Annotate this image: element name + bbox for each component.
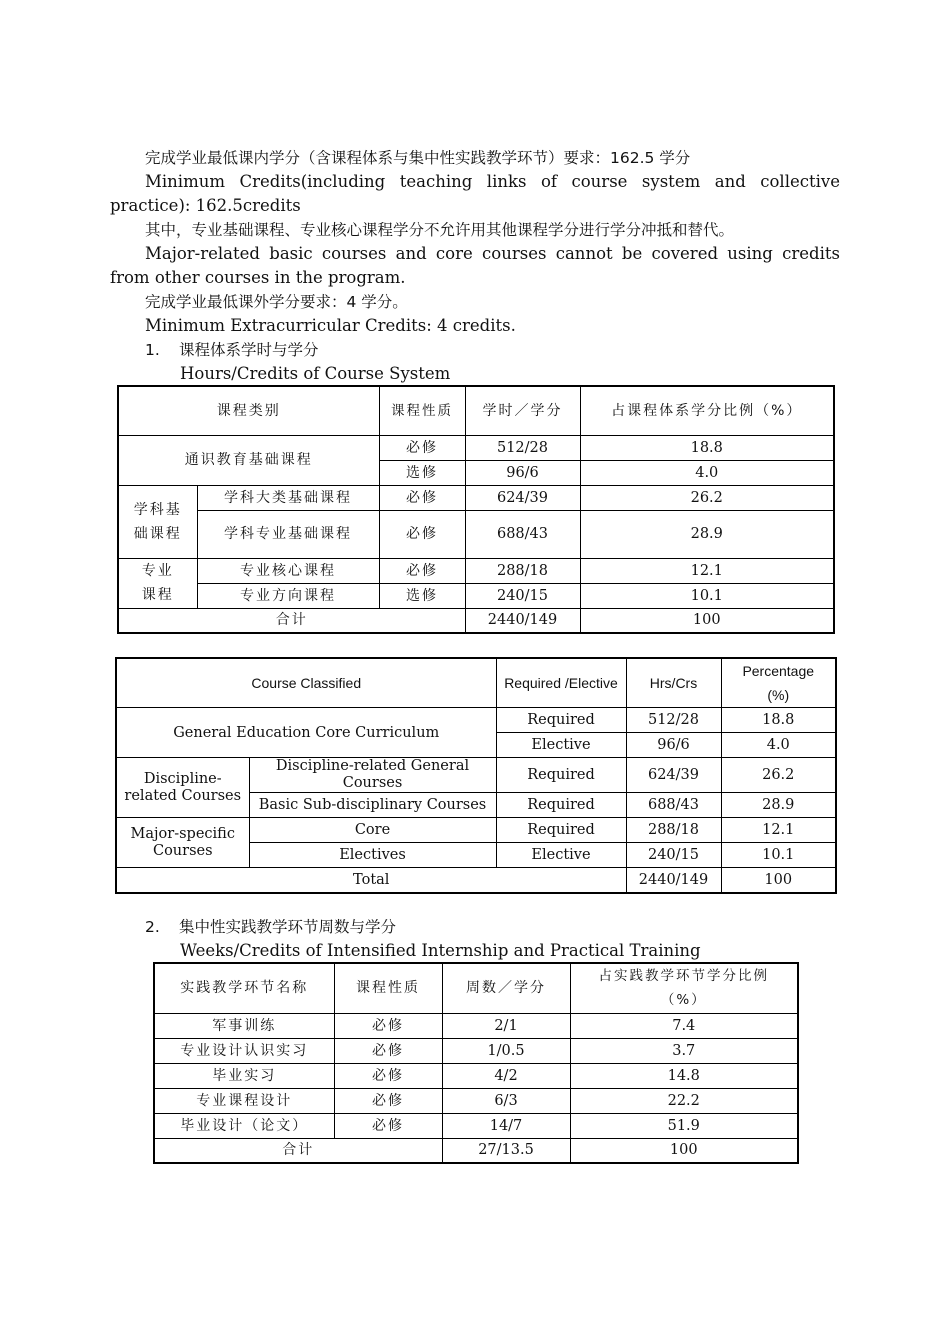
table-row: [118, 435, 834, 460]
total-label: 合计: [154, 1138, 442, 1163]
total-hours: 2440/149: [626, 868, 721, 893]
cell-hours: 512/28: [626, 708, 721, 733]
cell-hours: 96/6: [465, 460, 580, 485]
header-practice-name: 实践教学环节名称: [154, 963, 334, 1013]
course-system-table-en: [115, 657, 837, 894]
cell-nature: 必修: [379, 435, 465, 460]
cell-hours: 240/15: [626, 843, 721, 868]
cell-nature: 必修: [379, 485, 465, 510]
table-row: [118, 583, 834, 608]
cell-percentage: 3.7: [570, 1038, 798, 1063]
major-group-label: 专业课程: [118, 558, 197, 608]
cell-percentage: 4.0: [721, 733, 836, 758]
cell-course-name: 专业核心课程: [197, 558, 379, 583]
practice-table: [153, 962, 799, 1164]
cell-percentage: 51.9: [570, 1113, 798, 1138]
cell-percentage: 18.8: [721, 708, 836, 733]
table-row: [154, 1038, 798, 1063]
cell-practice-name: 专业课程设计: [154, 1088, 334, 1113]
discipline-group-label: Discipline-related Courses: [116, 758, 249, 818]
cell-percentage: 26.2: [721, 758, 836, 793]
cell-practice-name: 专业设计认识实习: [154, 1038, 334, 1063]
total-weeks: 27/13.5: [442, 1138, 570, 1163]
cell-percentage: 12.1: [721, 818, 836, 843]
extra-credits-en: Minimum Extracurricular Credits: 4 credits.: [145, 316, 516, 335]
table-row: [154, 1088, 798, 1113]
total-percentage: 100: [570, 1138, 798, 1163]
total-hours: 2440/149: [465, 608, 580, 633]
section1-number: 1.: [145, 341, 160, 359]
cell-nature: 必修: [379, 510, 465, 558]
major-group-label: Major-specific Courses: [116, 818, 249, 868]
table-row: [116, 818, 836, 843]
header-hrs-crs: Hrs/Crs: [626, 658, 721, 708]
extra-credits-cn: 完成学业最低课外学分要求：4 学分。: [145, 293, 408, 311]
table-row: [118, 485, 834, 510]
total-label: 合计: [118, 608, 465, 633]
cell-hours: 688/43: [465, 510, 580, 558]
cell-nature: 选修: [379, 460, 465, 485]
note-en-line1: Major-related basic courses and core courses cannot be covered using credits: [145, 244, 840, 263]
header-nature: 课程性质: [334, 963, 442, 1013]
total-row: [118, 608, 834, 633]
general-education-label: 通识教育基础课程: [118, 435, 379, 485]
course-system-table-cn: [117, 385, 835, 634]
cell-practice-name: 军事训练: [154, 1013, 334, 1038]
cell-nature: Elective: [496, 843, 626, 868]
cell-course-name: Electives: [249, 843, 496, 868]
total-row: [154, 1138, 798, 1163]
cell-percentage: 22.2: [570, 1088, 798, 1113]
cell-hours: 624/39: [626, 758, 721, 793]
cell-percentage: 4.0: [580, 460, 834, 485]
section1-heading-cn: [145, 338, 840, 362]
cell-hours: 96/6: [626, 733, 721, 758]
header-percentage: Percentage (%): [721, 658, 836, 708]
cell-percentage: 12.1: [580, 558, 834, 583]
table-header-row: [116, 658, 836, 708]
cell-nature: 必修: [334, 1063, 442, 1088]
section1-title-cn: 课程体系学时与学分: [179, 341, 319, 359]
section2-number: 2.: [145, 918, 160, 936]
cell-weeks: 14/7: [442, 1113, 570, 1138]
cell-percentage: 28.9: [580, 510, 834, 558]
cell-practice-name: 毕业设计（论文）: [154, 1113, 334, 1138]
cell-percentage: 18.8: [580, 435, 834, 460]
section2-title-en: Weeks/Credits of Intensified Internship and Practical Training: [180, 941, 701, 960]
discipline-group-label: 学科基础课程: [118, 485, 197, 558]
cell-course-name: 专业方向课程: [197, 583, 379, 608]
cell-nature: 必修: [334, 1113, 442, 1138]
cell-nature: Required: [496, 758, 626, 793]
table-row: [154, 1013, 798, 1038]
header-required-elective: Required /Elective: [496, 658, 626, 708]
total-percentage: 100: [721, 868, 836, 893]
header-percentage: 占实践教学环节学分比例（%）: [570, 963, 798, 1013]
cell-nature: Required: [496, 818, 626, 843]
table-row: [116, 708, 836, 733]
cell-weeks: 1/0.5: [442, 1038, 570, 1063]
total-label: Total: [116, 868, 626, 893]
header-nature: 课程性质: [379, 386, 465, 435]
cell-course-name: 学科大类基础课程: [197, 485, 379, 510]
table-row: [118, 510, 834, 558]
cell-hours: 624/39: [465, 485, 580, 510]
cell-course-name: Discipline-related General Courses: [249, 758, 496, 793]
section2-title-cn: 集中性实践教学环节周数与学分: [179, 918, 397, 936]
cell-nature: 必修: [334, 1013, 442, 1038]
header-course-classified: Course Classified: [116, 658, 496, 708]
table-header-row: [154, 963, 798, 1013]
min-credits-cn: 完成学业最低课内学分（含课程体系与集中性实践教学环节）要求：162.5 学分: [145, 149, 691, 167]
table-header-row: [118, 386, 834, 435]
min-credits-en-line2: practice): 162.5credits: [110, 196, 301, 215]
note-en-line2: from other courses in the program.: [110, 268, 406, 287]
header-hours-credits: 学时／学分: [465, 386, 580, 435]
cell-nature: Required: [496, 793, 626, 818]
cell-nature: Elective: [496, 733, 626, 758]
general-education-label: General Education Core Curriculum: [116, 708, 496, 758]
table-row: [154, 1113, 798, 1138]
cell-weeks: 2/1: [442, 1013, 570, 1038]
cell-course-name: Basic Sub-disciplinary Courses: [249, 793, 496, 818]
header-percentage: 占课程体系学分比例（%）: [580, 386, 834, 435]
note-cn: 其中，专业基础课程、专业核心课程学分不允许用其他课程学分进行学分冲抵和替代。: [145, 221, 735, 239]
cell-percentage: 7.4: [570, 1013, 798, 1038]
cell-hours: 512/28: [465, 435, 580, 460]
total-row: [116, 868, 836, 893]
section1-title-en: Hours/Credits of Course System: [180, 364, 451, 383]
cell-practice-name: 毕业实习: [154, 1063, 334, 1088]
cell-nature: 必修: [334, 1038, 442, 1063]
table-row: [118, 558, 834, 583]
cell-percentage: 26.2: [580, 485, 834, 510]
cell-percentage: 10.1: [580, 583, 834, 608]
header-weeks-credits: 周数／学分: [442, 963, 570, 1013]
cell-nature: 必修: [334, 1088, 442, 1113]
cell-course-name: Core: [249, 818, 496, 843]
table-row: [116, 758, 836, 793]
cell-nature: 必修: [379, 558, 465, 583]
cell-percentage: 10.1: [721, 843, 836, 868]
cell-hours: 240/15: [465, 583, 580, 608]
section2-heading-cn: [145, 915, 840, 939]
min-credits-en-line1: Minimum Credits(including teaching links of course system and collective: [145, 172, 840, 191]
cell-nature: 选修: [379, 583, 465, 608]
cell-course-name: 学科专业基础课程: [197, 510, 379, 558]
cell-hours: 288/18: [465, 558, 580, 583]
table-row: [154, 1063, 798, 1088]
total-percentage: 100: [580, 608, 834, 633]
cell-hours: 688/43: [626, 793, 721, 818]
cell-weeks: 6/3: [442, 1088, 570, 1113]
header-category: 课程类别: [118, 386, 379, 435]
cell-percentage: 28.9: [721, 793, 836, 818]
cell-percentage: 14.8: [570, 1063, 798, 1088]
cell-weeks: 4/2: [442, 1063, 570, 1088]
cell-hours: 288/18: [626, 818, 721, 843]
cell-nature: Required: [496, 708, 626, 733]
